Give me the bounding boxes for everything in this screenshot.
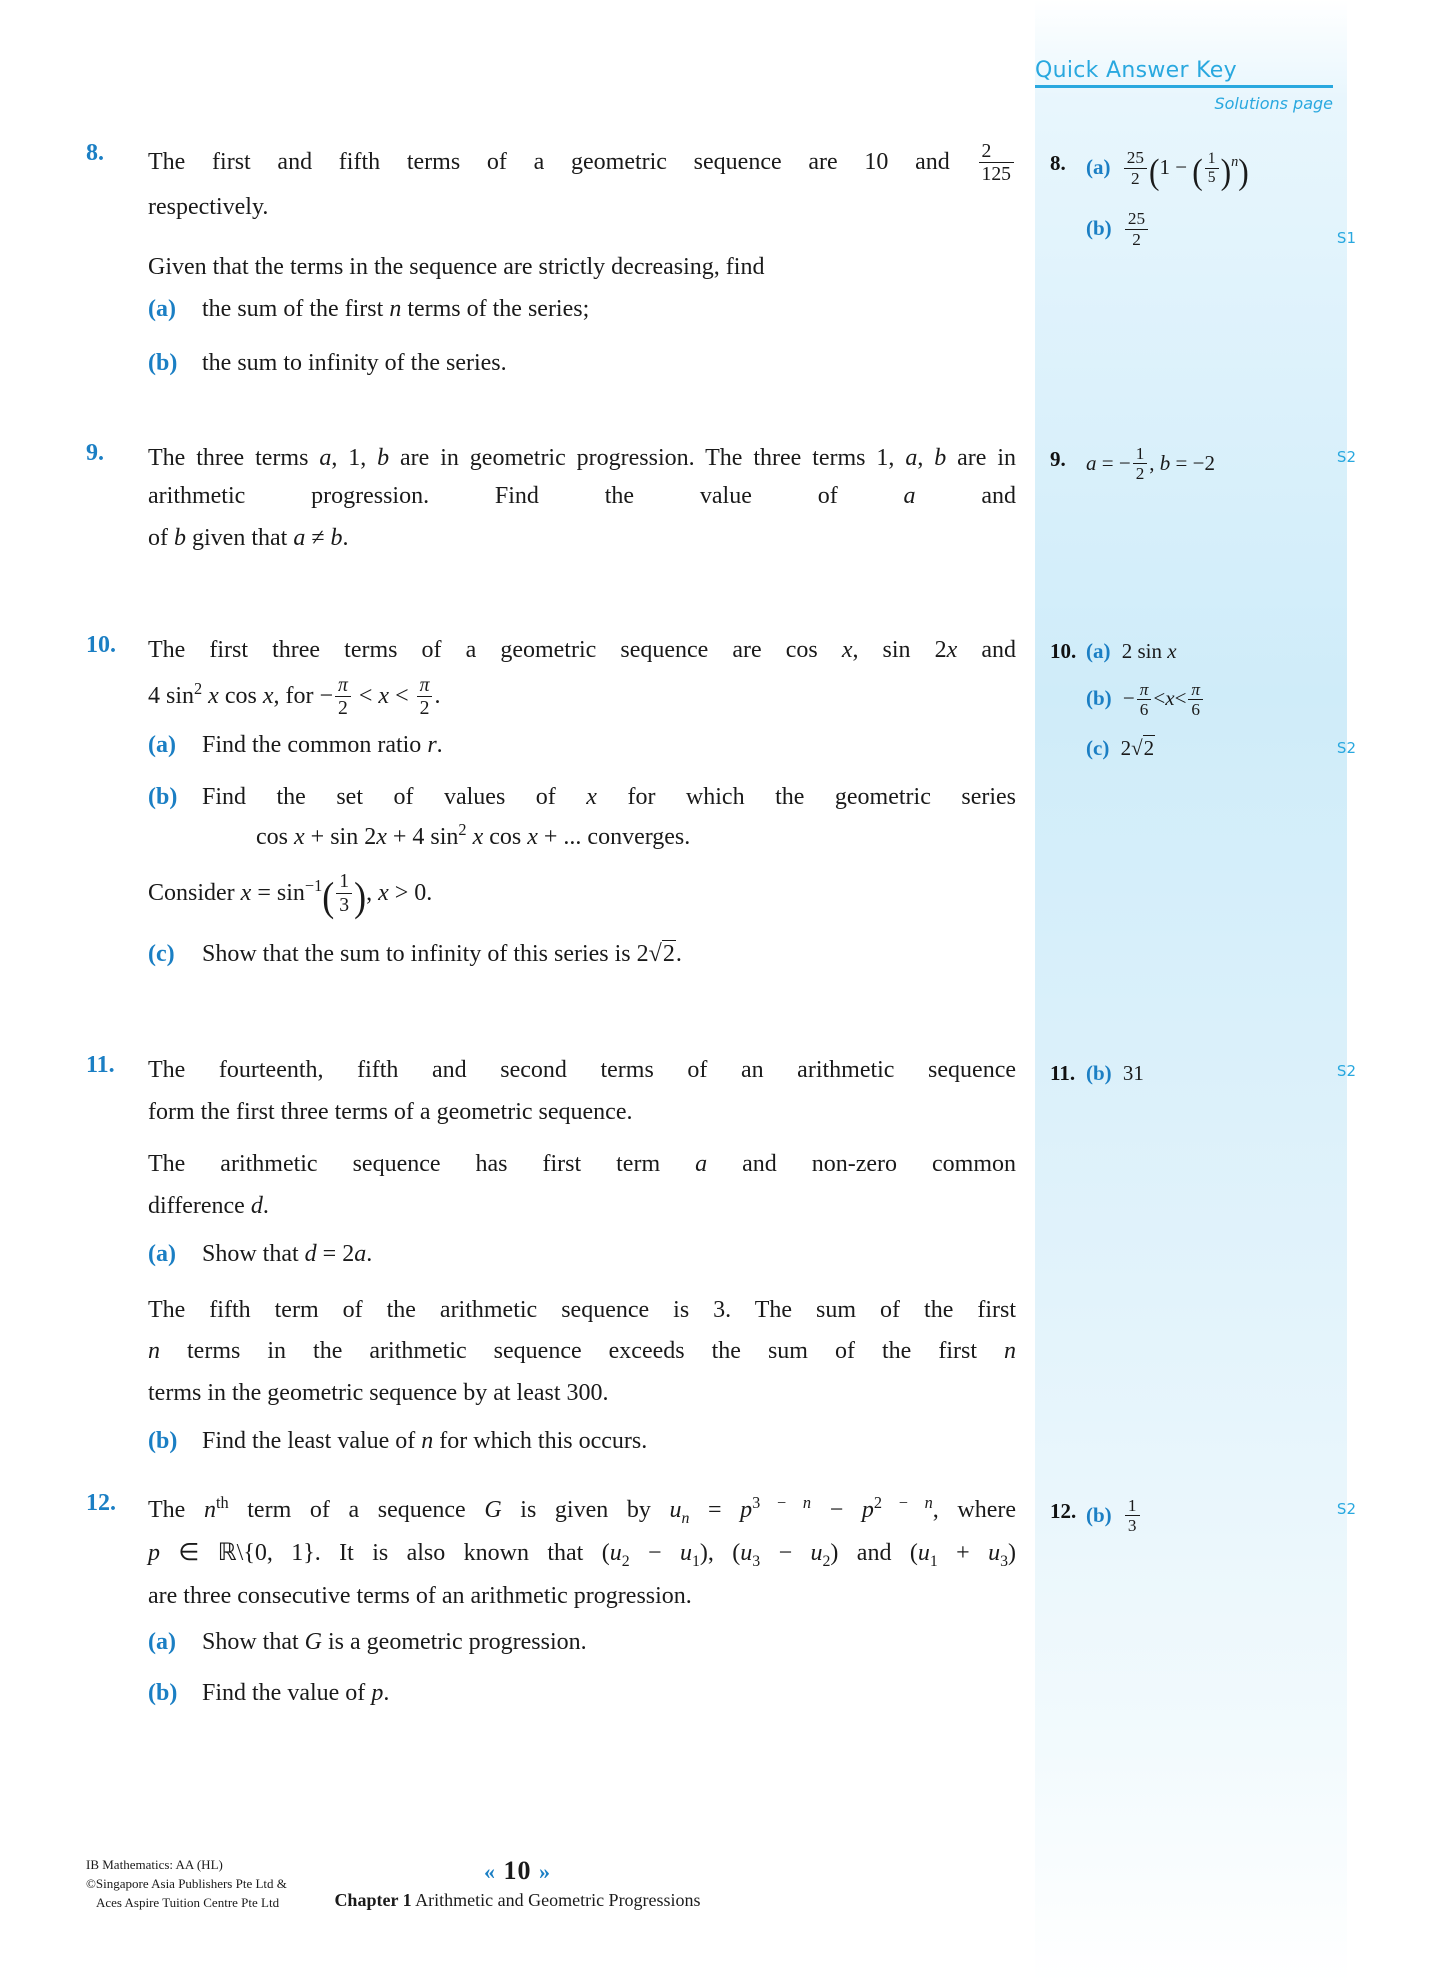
fraction-pi-over-6: $\frac{\pi}{6}$	[1137, 680, 1152, 720]
answer-item-c	[1086, 733, 1356, 765]
page-number-line	[0, 1856, 1035, 1886]
footer-copyright-2: Aces Aspire Tuition Centre Pte Ltd	[96, 1894, 280, 1910]
solutions-page-ref: S2	[1336, 739, 1356, 758]
question-text-2: The arithmetic sequence has first term a and non-zero common	[148, 1150, 1016, 1177]
part-text: the sum to infinity of the series.	[202, 349, 507, 376]
question-number: 10.	[86, 632, 116, 658]
part-label: (b)	[148, 1680, 178, 1707]
footer-page-area	[0, 1856, 1035, 1911]
footer-book-title: IB Mathematics: AA (HL)	[86, 1857, 223, 1872]
answer-11	[1050, 1058, 1356, 1093]
question-part-b	[148, 1423, 1016, 1461]
answer-number: 9.	[1050, 447, 1066, 471]
quick-answer-key-rule	[1035, 85, 1333, 88]
question-10	[86, 632, 1016, 974]
footer-chapter-label: Chapter 1	[334, 1890, 412, 1910]
answer-label: (c)	[1086, 736, 1110, 761]
question-part-b	[148, 779, 1016, 857]
footer-copyright-1: ©Singapore Asia Publishers Pte Ltd &	[86, 1875, 287, 1891]
fraction-pi-over-2-b: $\frac{\pi}{2}$	[417, 674, 433, 719]
answer-label: (b)	[1086, 686, 1112, 711]
question-part-a	[148, 727, 1016, 765]
answer-10	[1050, 636, 1356, 768]
question-consider-line: Consider $x = \sin^{-1}$( $\frac{1}{3}$ ), x > 0.	[148, 870, 433, 920]
question-9	[86, 440, 1016, 562]
question-text-cont: respectively.	[148, 194, 269, 221]
part-text: Find the set of values of x for which the geometric series	[202, 783, 1017, 810]
page-number: 10	[503, 1856, 532, 1885]
answer-value	[1123, 209, 1150, 249]
answer-value: − $\frac{\pi}{6}$ <x< $\frac{\pi}{6}$	[1123, 686, 1205, 710]
answer-label: (a)	[1086, 639, 1111, 663]
solutions-page-ref: S2	[1336, 1500, 1356, 1518]
question-part-a	[148, 1624, 1016, 1662]
solutions-page-ref: S2	[1336, 448, 1356, 466]
page-right-margin	[1347, 0, 1445, 1985]
part-text: Show that the sum to infinity of this series is 2√2.	[202, 940, 682, 967]
fraction-1-over-2: $\frac{1}{2}$	[1133, 444, 1148, 484]
part-text-cont: cos x + sin 2x + 4 $\sin^2 x$ cos x + ... converges.	[256, 819, 691, 850]
answer-item-b	[1086, 1496, 1356, 1536]
part-label: (b)	[148, 349, 178, 376]
answer-value: 31	[1122, 1061, 1144, 1085]
fraction-2-over-125: $\frac{2}{125}$	[979, 140, 1015, 185]
part-text: Find the value of p.	[202, 1680, 390, 1707]
answer-item-a	[1086, 636, 1350, 668]
answer-value: $\frac{25}{2}$ (1 − ( $\frac{1}{5}$ )$^n$)	[1122, 155, 1249, 179]
question-11	[86, 1052, 1016, 1461]
answer-label: (a)	[1086, 155, 1111, 180]
question-middle-text: The fifth term of the arithmetic sequence is 3. The sum of the first	[148, 1296, 1016, 1323]
chevron-right-icon: »	[539, 1859, 551, 1884]
fraction-1-over-3: $\frac{1}{3}$	[336, 870, 352, 915]
question-part-b	[148, 1675, 1016, 1713]
question-12	[86, 1490, 1016, 1713]
question-part-b	[148, 345, 1016, 383]
part-label: (c)	[148, 940, 175, 967]
fraction-25-over-2-b: $\frac{25}{2}$	[1125, 209, 1148, 249]
answer-value	[1123, 1496, 1142, 1536]
solutions-page-ref: S1	[1336, 229, 1356, 248]
question-text-cont: of b given that a ≠ b.	[148, 524, 349, 551]
question-text: The three terms a, 1, b are in geometric progression. The three terms 1, a, b are in arithmetic progression. Find the value of a and	[148, 445, 1017, 509]
chevron-left-icon: «	[484, 1859, 496, 1884]
answer-item-b	[1086, 1058, 1356, 1090]
solutions-page-ref: S2	[1336, 1062, 1356, 1080]
question-text-3: are three consecutive terms of an arithmetic progression.	[148, 1582, 692, 1609]
question-middle-text-3: terms in the geometric sequence by at least 300.	[148, 1380, 609, 1407]
part-text: Find the least value of n for which this occurs.	[202, 1428, 648, 1455]
question-text: The fourteenth, fifth and second terms of an arithmetic sequence	[148, 1057, 1016, 1083]
part-label: (a)	[148, 1628, 176, 1655]
question-number: 9.	[86, 440, 104, 466]
part-label: (b)	[148, 783, 178, 810]
question-middle-text-2: n terms in the arithmetic sequence exceeds the sum of the first n	[148, 1338, 1016, 1365]
part-label: (a)	[148, 732, 176, 758]
answer-item-b	[1086, 680, 1350, 720]
question-text-cont: form the first three terms of a geometric sequence.	[148, 1098, 633, 1125]
part-label: (b)	[148, 1428, 178, 1455]
part-text: Find the common ratio r.	[202, 732, 443, 758]
fraction-pi-over-6-b: $\frac{\pi}{6}$	[1188, 680, 1203, 720]
question-text-given: Given that the terms in the sequence are strictly decreasing, find	[148, 254, 765, 280]
question-text: The first and fifth terms of a geometric sequence are 10 and $\frac{2}{125}$	[148, 140, 1016, 185]
answer-key-column-background	[1035, 0, 1347, 1985]
fraction-1-over-3-ans: $\frac{1}{3}$	[1125, 1496, 1140, 1536]
answer-8	[1050, 148, 1356, 252]
answer-value: a = − $\frac{1}{2}$ , b = −2	[1086, 444, 1215, 484]
answer-item-a	[1086, 148, 1350, 195]
answer-number: 10.	[1050, 639, 1077, 663]
answer-value: 2 sin x	[1121, 639, 1177, 663]
solutions-page-label: Solutions page	[1214, 94, 1333, 113]
question-8	[86, 140, 1016, 383]
footer-chapter	[0, 1890, 1035, 1911]
question-number: 12.	[86, 1490, 116, 1516]
question-number: 8.	[86, 140, 104, 166]
footer-chapter-title: Arithmetic and Geometric Progressions	[415, 1890, 701, 1910]
fraction-pi-over-2: $\frac{\pi}{2}$	[335, 674, 351, 719]
part-label: (a)	[148, 1240, 176, 1267]
question-text-cont: 4 $\sin^2 x$ cos x, for − $\frac{\pi}{2}$ < x < $\frac{\pi}{2}$ .	[148, 673, 441, 719]
question-part-a	[148, 1236, 1016, 1274]
question-text-2-cont: difference d.	[148, 1192, 269, 1219]
fraction-25-over-2: $\frac{25}{2}$	[1124, 148, 1147, 188]
question-number: 11.	[86, 1052, 115, 1078]
answer-label: (b)	[1086, 1502, 1112, 1527]
answer-number: 12.	[1050, 1499, 1077, 1523]
part-text: Show that d = 2a.	[202, 1240, 373, 1267]
quick-answer-key-title: Quick Answer Key	[1035, 58, 1237, 83]
part-text: Show that G is a geometric progression.	[202, 1628, 587, 1655]
answer-number: 8.	[1050, 151, 1066, 175]
answer-item	[1086, 444, 1356, 484]
part-label: (a)	[148, 295, 176, 322]
answer-item-b	[1086, 209, 1356, 249]
answer-9	[1050, 444, 1356, 487]
answer-label: (b)	[1086, 216, 1112, 241]
question-text-2: p ∈ ℝ\{0, 1}. It is also known that $(u_2 - u_1)$, $(u_3 - u_2)$ and $(u_1 + u_3)$	[148, 1539, 1016, 1570]
question-part-a	[148, 291, 1016, 329]
answer-12	[1050, 1496, 1356, 1539]
question-text: The $n^{th}$ term of a sequence G is given by $u_n = p^{3 - n} - p^{2 - n}$, where	[148, 1493, 1017, 1527]
question-text: The first three terms of a geometric sequence are cos x, sin 2x and	[148, 637, 1017, 663]
answer-value: 2√2	[1120, 736, 1155, 761]
question-part-c	[148, 936, 1016, 974]
part-text: the sum of the first n terms of the series;	[202, 295, 590, 322]
fraction-1-over-5: $\frac{1}{5}$	[1205, 150, 1219, 186]
quick-answer-key-header	[1035, 58, 1335, 113]
answer-label: (b)	[1086, 1061, 1112, 1085]
answer-number: 11.	[1050, 1061, 1076, 1085]
